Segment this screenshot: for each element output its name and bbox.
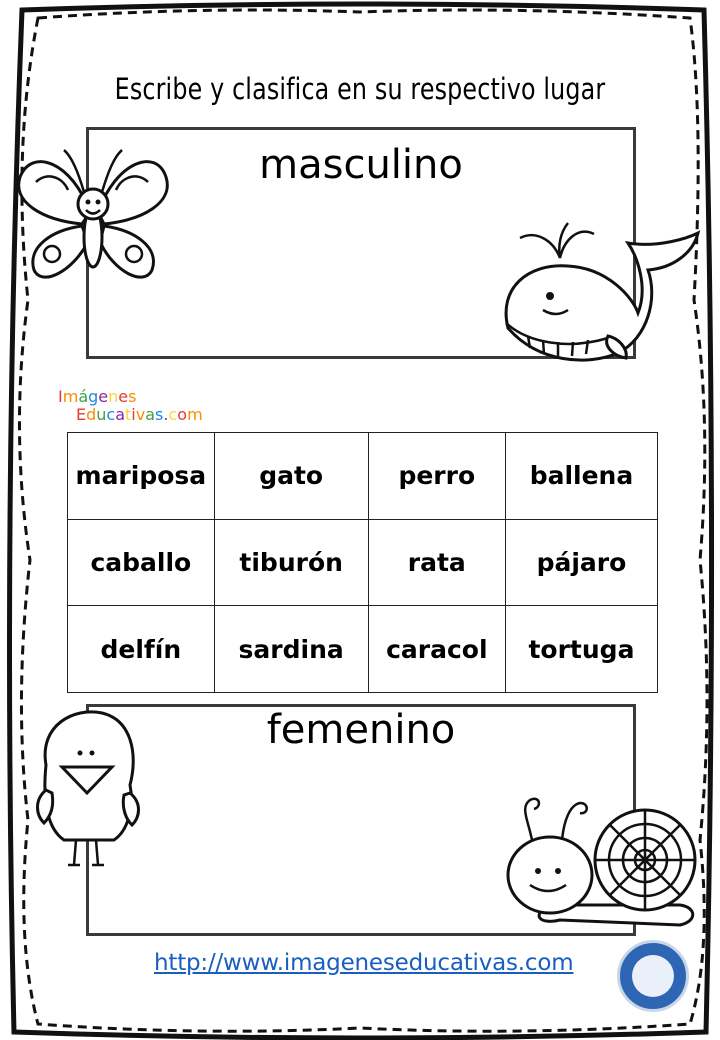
word-cell: delfín	[68, 606, 215, 693]
website-link[interactable]: http://www.imageneseducativas.com	[154, 950, 574, 976]
word-cell: sardina	[214, 606, 368, 693]
table-row	[68, 606, 658, 693]
publisher-badge-icon	[617, 940, 689, 1012]
site-logo	[58, 388, 203, 424]
badge-center	[632, 955, 674, 997]
masculine-label: masculino	[259, 142, 463, 188]
word-cell: mariposa	[68, 433, 215, 520]
word-cell: caballo	[68, 519, 215, 606]
butterfly-icon	[12, 142, 172, 287]
snail-icon	[500, 785, 700, 935]
word-table	[67, 432, 658, 693]
whale-icon	[498, 218, 703, 368]
bird-icon	[34, 705, 144, 870]
word-cell: gato	[214, 433, 368, 520]
word-cell: tortuga	[505, 606, 657, 693]
word-cell: perro	[368, 433, 505, 520]
feminine-label: femenino	[266, 707, 456, 753]
table-row	[68, 433, 658, 520]
logo-line-1: Imágenes	[58, 387, 137, 406]
word-cell: tiburón	[214, 519, 368, 606]
page-title: Escribe y clasifica en su respectivo lugar	[114, 72, 606, 106]
logo-line-2: Educativas.com	[76, 405, 203, 424]
word-cell: pájaro	[505, 519, 657, 606]
word-cell: caracol	[368, 606, 505, 693]
word-cell: rata	[368, 519, 505, 606]
word-cell: ballena	[505, 433, 657, 520]
table-row	[68, 519, 658, 606]
